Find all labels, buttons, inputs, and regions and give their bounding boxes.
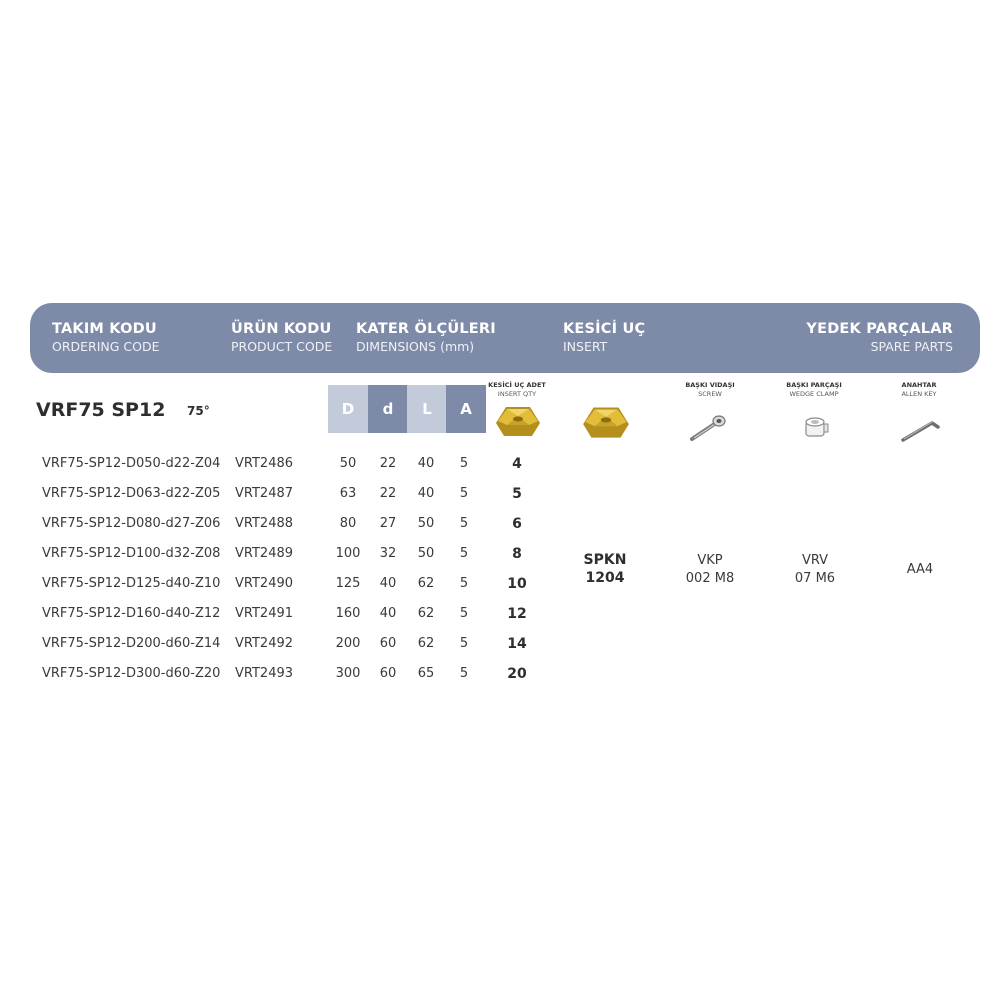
dim-header-D: D <box>328 385 368 433</box>
header-subtitle: PRODUCT CODE <box>231 339 333 354</box>
header-spare-parts <box>806 321 953 354</box>
dim-d-cell: 22 <box>379 456 397 471</box>
dim-D-cell: 200 <box>335 636 361 651</box>
dim-d-cell: 27 <box>379 516 397 531</box>
table-header-bar <box>30 303 980 373</box>
insert-qty-cell: 4 <box>512 456 522 472</box>
insert-qty-cell: 5 <box>512 486 522 502</box>
dim-L-cell: 65 <box>417 666 435 681</box>
dim-L-cell: 62 <box>417 636 435 651</box>
insert-code <box>565 551 645 587</box>
header-subtitle: SPARE PARTS <box>870 339 953 354</box>
product-code-cell: VRT2489 <box>235 546 294 561</box>
ordering-code-cell: VRF75-SP12-D100-d32-Z08 <box>42 546 221 561</box>
dim-d-cell: 60 <box>379 666 397 681</box>
key-header-tr: ANAHTAR <box>901 381 937 389</box>
dim-L-cell: 50 <box>417 516 435 531</box>
dim-D-cell: 100 <box>335 546 361 561</box>
ordering-code-cell: VRF75-SP12-D300-d60-Z20 <box>42 666 221 681</box>
dim-d-cell: 32 <box>379 546 397 561</box>
header-subtitle: INSERT <box>563 339 608 354</box>
header-title: ÜRÜN KODU <box>231 321 332 337</box>
header-title: TAKIM KODU <box>52 321 157 337</box>
ordering-code-cell: VRF75-SP12-D050-d22-Z04 <box>42 456 221 471</box>
clamp-header-en: WEDGE CLAMP <box>789 390 839 398</box>
product-code-cell: VRT2492 <box>235 636 294 651</box>
clamp-code-line1: VRV <box>801 553 829 568</box>
screw-header-tr: BAŞKI VIDAŞI <box>685 381 735 389</box>
header-title: KESİCİ UÇ <box>563 321 646 337</box>
dim-d-cell: 60 <box>379 636 397 651</box>
dim-A-cell: 5 <box>459 636 469 651</box>
table-row <box>0 486 1000 516</box>
clamp-code <box>775 552 855 588</box>
key-code-line1: AA4 <box>906 562 934 577</box>
dim-A-cell: 5 <box>459 576 469 591</box>
ordering-code-cell: VRF75-SP12-D160-d40-Z12 <box>42 606 221 621</box>
table-row <box>0 636 1000 666</box>
insert-qty-cell: 20 <box>507 666 527 682</box>
dim-D-cell: 63 <box>339 486 357 501</box>
product-code-cell: VRT2491 <box>235 606 294 621</box>
ordering-code-cell: VRF75-SP12-D080-d27-Z06 <box>42 516 221 531</box>
header-subtitle: DIMENSIONS (mm) <box>356 339 475 354</box>
insert-qty-cell: 6 <box>512 516 522 532</box>
product-code-cell: VRT2488 <box>235 516 294 531</box>
dim-D-cell: 300 <box>335 666 361 681</box>
dim-d-cell: 22 <box>379 486 397 501</box>
dim-header-L: L <box>407 385 447 433</box>
insert-qty-cell: 14 <box>507 636 527 652</box>
dim-A-cell: 5 <box>459 666 469 681</box>
product-code-cell: VRT2487 <box>235 486 294 501</box>
header-dimensions <box>356 321 496 354</box>
insert-qty-header <box>482 381 552 399</box>
insert-icon <box>492 403 544 439</box>
header-subtitle: ORDERING CODE <box>52 339 160 354</box>
allen-key-icon <box>900 415 942 443</box>
clamp-header <box>778 381 850 399</box>
dim-D-cell: 80 <box>339 516 357 531</box>
insert-qty-header-en: INSERT QTY <box>497 390 537 398</box>
key-header-en: ALLEN KEY <box>901 390 937 398</box>
table-row <box>0 666 1000 696</box>
ordering-code-cell: VRF75-SP12-D200-d60-Z14 <box>42 636 221 651</box>
insert-qty-header-tr: KESİCİ UÇ ADET <box>488 381 546 389</box>
screw-header-en: SCREW <box>698 390 722 398</box>
screw-code-line1: VKP <box>697 553 723 568</box>
header-product-code <box>231 321 332 354</box>
dim-L-cell: 50 <box>417 546 435 561</box>
dim-A-cell: 5 <box>459 486 469 501</box>
insert-qty-cell: 12 <box>507 606 527 622</box>
header-ordering-code <box>52 321 160 354</box>
dim-L-cell: 62 <box>417 576 435 591</box>
product-code-cell: VRT2490 <box>235 576 294 591</box>
insert-qty-cell: 10 <box>507 576 527 592</box>
wedge-clamp-icon <box>800 414 830 442</box>
dim-D-cell: 50 <box>339 456 357 471</box>
insert-icon <box>579 403 633 441</box>
dim-d-cell: 40 <box>379 576 397 591</box>
product-code-cell: VRT2493 <box>235 666 294 681</box>
screw-code <box>670 552 750 588</box>
insert-code-line1: SPKN <box>583 552 627 568</box>
dim-A-cell: 5 <box>459 456 469 471</box>
key-header <box>884 381 954 399</box>
dim-header-A: A <box>446 385 486 433</box>
product-title: VRF75 SP12 <box>36 399 166 421</box>
table-row <box>0 456 1000 486</box>
dim-D-cell: 160 <box>335 606 361 621</box>
insert-code-line2: 1204 <box>585 570 625 586</box>
dim-D-cell: 125 <box>335 576 361 591</box>
dim-L-cell: 40 <box>417 486 435 501</box>
table-row <box>0 516 1000 546</box>
key-code <box>880 561 960 579</box>
clamp-header-tr: BAŞKI PARÇAŞI <box>786 381 842 389</box>
product-angle: 75° <box>187 404 210 418</box>
table-row <box>0 606 1000 636</box>
dim-A-cell: 5 <box>459 546 469 561</box>
header-insert <box>563 321 645 354</box>
dim-A-cell: 5 <box>459 516 469 531</box>
ordering-code-cell: VRF75-SP12-D063-d22-Z05 <box>42 486 221 501</box>
insert-qty-cell: 8 <box>512 546 522 562</box>
header-title: YEDEK PARÇALAR <box>806 321 953 337</box>
dim-header-d: d <box>368 385 408 433</box>
product-code-cell: VRT2486 <box>235 456 294 471</box>
ordering-code-cell: VRF75-SP12-D125-d40-Z10 <box>42 576 221 591</box>
screw-code-line2: 002 M8 <box>685 571 735 586</box>
header-title: KATER ÖLÇÜLERI <box>356 321 496 337</box>
dim-A-cell: 5 <box>459 606 469 621</box>
dim-d-cell: 40 <box>379 606 397 621</box>
clamp-code-line2: 07 M6 <box>794 571 836 586</box>
dim-L-cell: 62 <box>417 606 435 621</box>
screw-icon <box>688 413 730 443</box>
dim-L-cell: 40 <box>417 456 435 471</box>
screw-header <box>675 381 745 399</box>
